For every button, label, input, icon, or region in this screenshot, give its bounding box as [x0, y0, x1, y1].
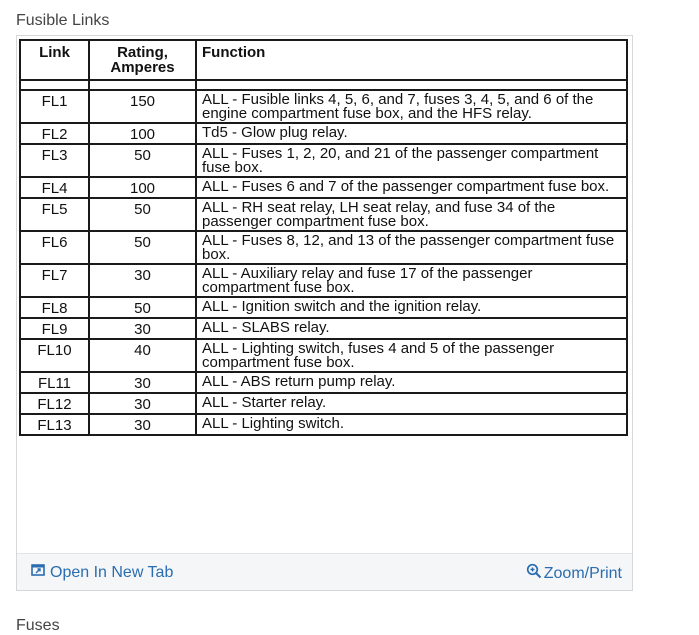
- fusible-links-table: [19, 39, 628, 436]
- rating-cell: 30: [89, 264, 196, 297]
- link-cell: FL3: [20, 144, 89, 177]
- function-cell: ALL - Fuses 8, 12, and 13 of the passenger compartment fuse box.: [196, 231, 627, 264]
- function-cell: ALL - ABS return pump relay.: [196, 372, 627, 393]
- rating-cell: 50: [89, 144, 196, 177]
- header-rating: [89, 40, 196, 80]
- rating-cell: 30: [89, 414, 196, 435]
- function-cell: ALL - Lighting switch, fuses 4 and 5 of the passenger compartment fuse box.: [196, 339, 627, 372]
- rating-cell: 40: [89, 339, 196, 372]
- rating-cell: 50: [89, 198, 196, 231]
- table-row: [20, 123, 627, 144]
- header-link: Link: [20, 40, 89, 80]
- function-cell: ALL - Auxiliary relay and fuse 17 of the passenger compartment fuse box.: [196, 264, 627, 297]
- link-cell: FL1: [20, 90, 89, 123]
- table-row: [20, 393, 627, 414]
- section-title: Fusible Links: [16, 12, 110, 29]
- table-row: [20, 264, 627, 297]
- link-cell: FL9: [20, 318, 89, 339]
- link-cell: FL5: [20, 198, 89, 231]
- table-row: [20, 198, 627, 231]
- function-cell: Td5 - Glow plug relay.: [196, 123, 627, 144]
- link-cell: FL13: [20, 414, 89, 435]
- rating-cell: 50: [89, 297, 196, 318]
- link-cell: FL6: [20, 231, 89, 264]
- link-cell: FL10: [20, 339, 89, 372]
- link-cell: FL7: [20, 264, 89, 297]
- header-gap-row: [20, 80, 627, 90]
- rating-cell: 150: [89, 90, 196, 123]
- table-card: [16, 35, 633, 591]
- zoom-icon: [526, 563, 542, 584]
- table-row: [20, 90, 627, 123]
- table-row: [20, 231, 627, 264]
- function-cell: ALL - Starter relay.: [196, 393, 627, 414]
- open-in-new-tab-label: Open In New Tab: [50, 563, 174, 581]
- rating-cell: 50: [89, 231, 196, 264]
- header-function: Function: [196, 40, 627, 80]
- link-cell: FL12: [20, 393, 89, 414]
- rating-cell: 100: [89, 123, 196, 144]
- function-cell: ALL - Fuses 1, 2, 20, and 21 of the passenger compartment fuse box.: [196, 144, 627, 177]
- next-section-title: Fuses: [16, 617, 60, 634]
- card-footer: [17, 553, 632, 590]
- rating-cell: 30: [89, 393, 196, 414]
- table-row: [20, 339, 627, 372]
- link-cell: FL2: [20, 123, 89, 144]
- zoom-print-link[interactable]: [526, 563, 622, 584]
- zoom-print-label: Zoom/Print: [543, 564, 622, 582]
- open-in-new-tab-link[interactable]: [31, 563, 173, 582]
- link-cell: FL4: [20, 177, 89, 198]
- table-row: [20, 297, 627, 318]
- rating-cell: 30: [89, 372, 196, 393]
- rating-cell: 30: [89, 318, 196, 339]
- function-cell: ALL - SLABS relay.: [196, 318, 627, 339]
- header-rating-line1: Rating,: [117, 44, 168, 61]
- link-cell: FL11: [20, 372, 89, 393]
- function-cell: ALL - Fuses 6 and 7 of the passenger compartment fuse box.: [196, 177, 627, 198]
- table-row: [20, 414, 627, 435]
- open-new-tab-icon: [31, 563, 45, 582]
- link-cell: FL8: [20, 297, 89, 318]
- function-cell: ALL - Fusible links 4, 5, 6, and 7, fuses 3, 4, 5, and 6 of the engine compartment fuse box, and the HFS relay.: [196, 90, 627, 123]
- table-row: [20, 372, 627, 393]
- rating-cell: 100: [89, 177, 196, 198]
- table-body: [20, 80, 627, 435]
- table-header-row: [20, 40, 627, 80]
- function-cell: ALL - RH seat relay, LH seat relay, and fuse 34 of the passenger compartment fuse box.: [196, 198, 627, 231]
- table-row: [20, 144, 627, 177]
- function-cell: ALL - Lighting switch.: [196, 414, 627, 435]
- table-row: [20, 318, 627, 339]
- header-rating-line2: Amperes: [110, 59, 175, 76]
- function-cell: ALL - Ignition switch and the ignition relay.: [196, 297, 627, 318]
- table-row: [20, 177, 627, 198]
